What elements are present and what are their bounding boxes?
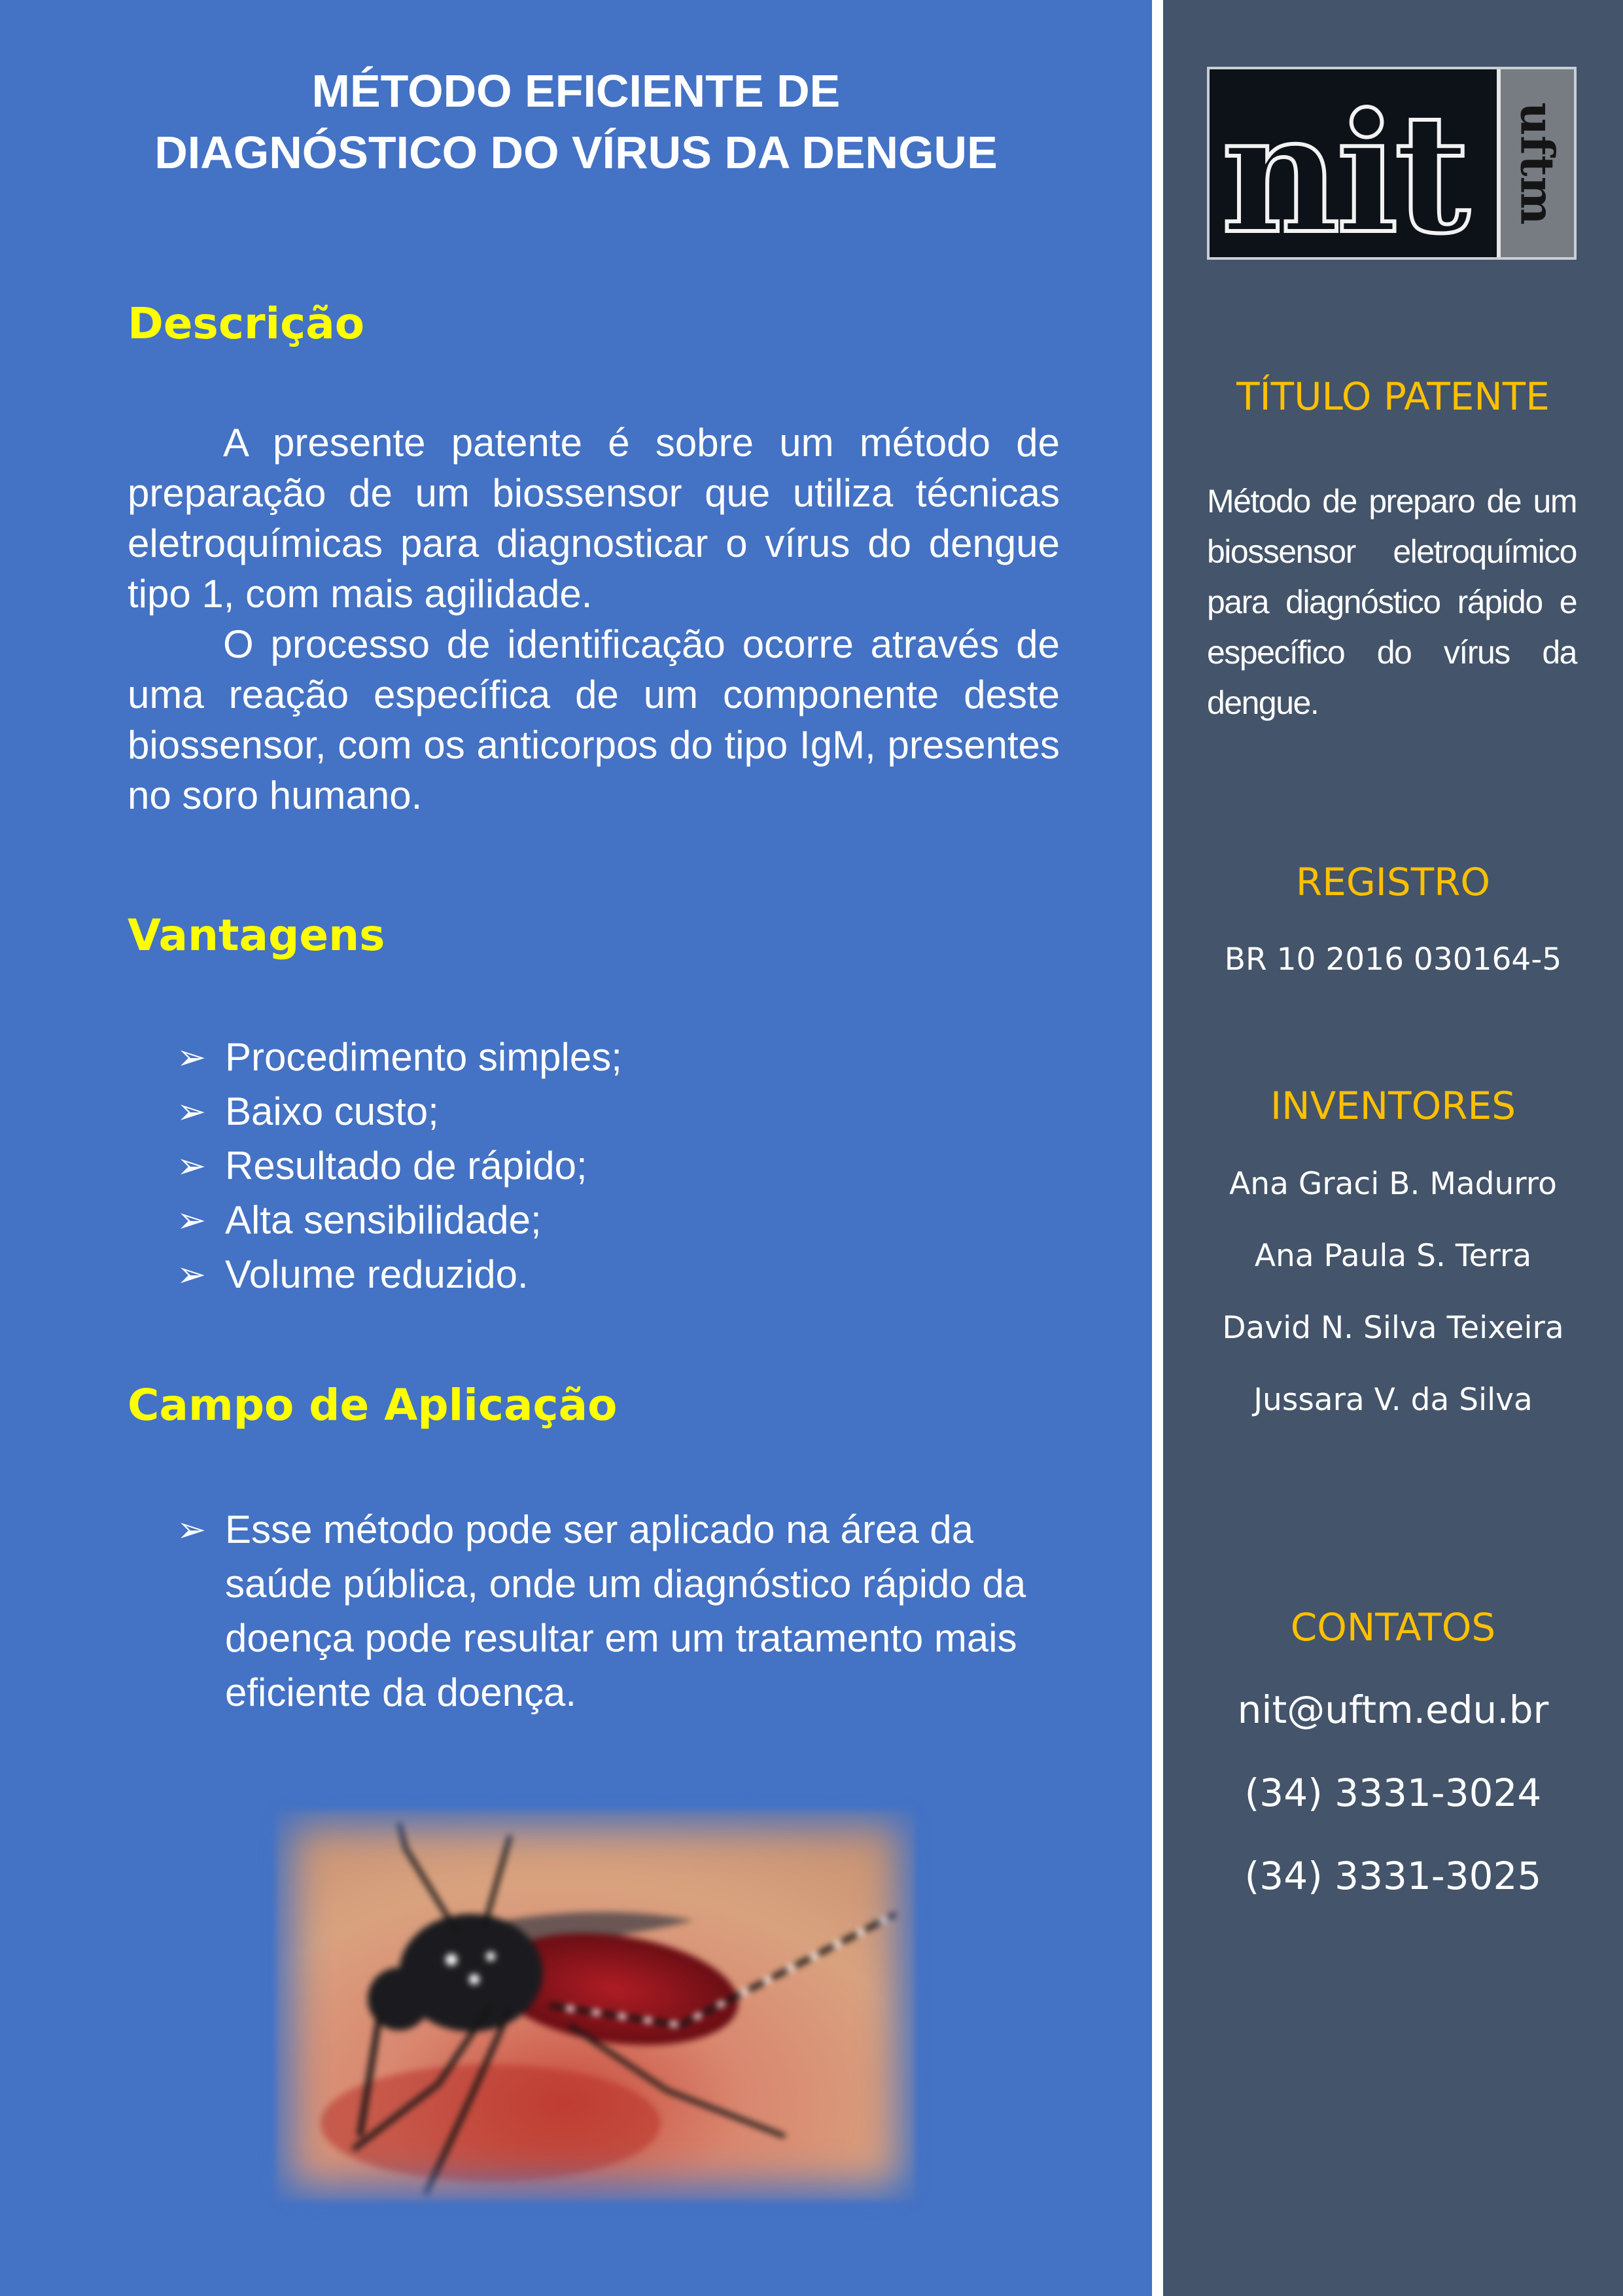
- nit-uftm-logo: [1207, 67, 1577, 260]
- inventor-name: Jussara V. da Silva: [1253, 1382, 1533, 1418]
- registro-value: BR 10 2016 030164-5: [1224, 942, 1562, 978]
- mosquito-photo: [275, 1809, 916, 2202]
- descricao-heading: Descrição: [128, 298, 365, 349]
- title-line-2: DIAGNÓSTICO DO VÍRUS DA DENGUE: [154, 127, 998, 178]
- arrow-bullet-icon: ➢: [177, 1036, 207, 1078]
- vantagens-heading: Vantagens: [128, 910, 385, 961]
- arrow-bullet-icon: ➢: [177, 1145, 207, 1186]
- arrow-bullet-icon: ➢: [177, 1091, 207, 1132]
- arrow-bullet-icon: ➢: [177, 1254, 207, 1295]
- inventor-name: David N. Silva Teixeira: [1222, 1310, 1564, 1346]
- titulo-text: Método de preparo de um biossensor eletroquímico para diagnóstico rápido e específico do vírus da dengue.: [1207, 483, 1577, 721]
- campo-heading: Campo de Aplicação: [128, 1380, 618, 1430]
- logo-side-text: uftm: [1510, 101, 1565, 225]
- sidebar-panel: [1163, 0, 1623, 2296]
- inventor-name: Ana Graci B. Madurro: [1229, 1166, 1557, 1202]
- contact-email: nit@uftm.edu.br: [1237, 1687, 1549, 1732]
- arrow-bullet-icon: ➢: [177, 1199, 207, 1241]
- descricao-paragraph-1: A presente patente é sobre um método de preparação de um biossensor que utiliza técnicas eletroquímicas para diagnosticar o vírus do dengue tipo 1, com mais agilidade.: [128, 421, 1060, 616]
- list-item: ➢ Alta sensibilidade;: [177, 1193, 1066, 1247]
- list-item: ➢ Resultado de rápido;: [177, 1139, 1066, 1193]
- vantagens-list: [177, 1030, 1066, 1301]
- titulo-heading: TÍTULO PATENTE: [1236, 374, 1550, 419]
- arrow-bullet-icon: ➢: [177, 1509, 207, 1550]
- list-item: ➢ Baixo custo;: [177, 1084, 1066, 1139]
- list-item: ➢ Volume reduzido.: [177, 1247, 1066, 1301]
- contact-phone: (34) 3331-3025: [1244, 1854, 1542, 1898]
- descricao-text: [128, 417, 1060, 821]
- logo-main-text: nit: [1221, 77, 1467, 260]
- logo-side-panel: [1497, 69, 1574, 257]
- descricao-paragraph-2: O processo de identificação ocorre através de uma reação específica de um componente deste biossensor, com os anticorpos do tipo IgM, presentes no soro humano.: [128, 622, 1060, 817]
- inventores-heading: INVENTORES: [1270, 1084, 1516, 1128]
- contatos-heading: CONTATOS: [1290, 1605, 1496, 1650]
- contact-phone: (34) 3331-3024: [1244, 1771, 1542, 1815]
- page-title: [0, 60, 1152, 183]
- registro-heading: REGISTRO: [1295, 860, 1491, 904]
- list-item: ➢ Esse método pode ser aplicado na área da saúde pública, onde um diagnóstico rápido da doença pode resultar em um tratamento mais eficiente da doença.: [177, 1502, 1066, 1720]
- title-line-1: MÉTODO EFICIENTE DE: [311, 65, 841, 116]
- inventor-name: Ana Paula S. Terra: [1254, 1238, 1532, 1274]
- list-item: ➢ Procedimento simples;: [177, 1030, 1066, 1084]
- campo-list: [177, 1502, 1066, 1720]
